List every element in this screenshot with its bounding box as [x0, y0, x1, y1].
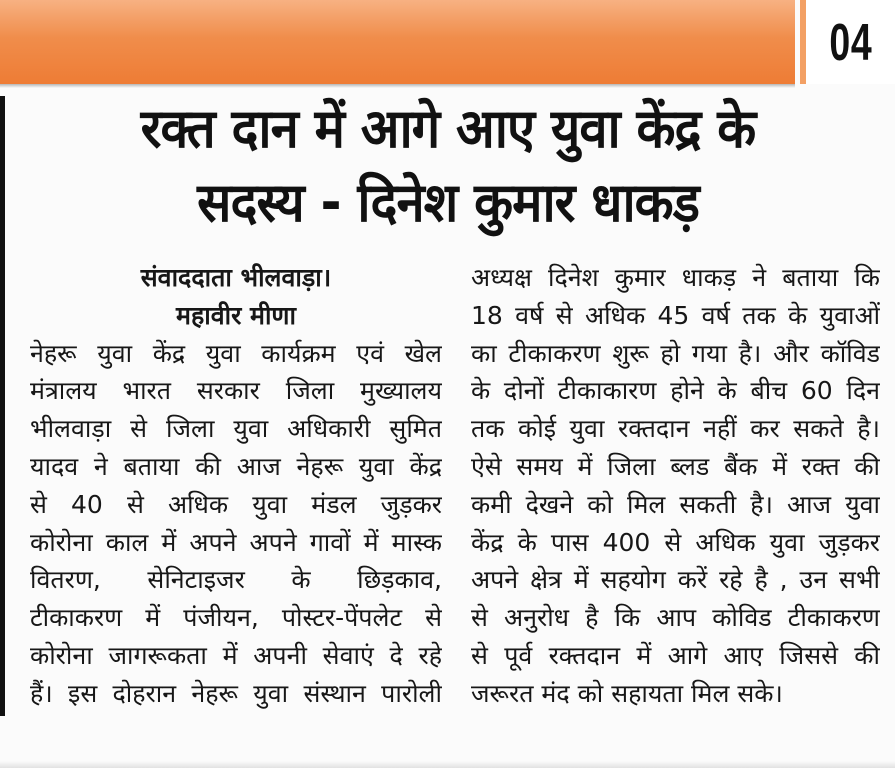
headline	[18, 92, 878, 250]
article-text-line: कोरोना काल में अपने अपने गावों में मास्क	[30, 527, 442, 557]
article-text-line: ऐसे समय में जिला ब्लड बैंक में रक्त की	[471, 451, 880, 481]
article-text-line: से पूर्व रक्तदान में आगे आए जिससे की	[471, 640, 880, 670]
article-text-line: टीकाकरण में पंजीयन, पोस्टर-पेंपलेट से	[30, 603, 442, 633]
article-text-line: हैं। इस दोहरान नेहरू युवा संस्थान पारोली	[30, 678, 442, 708]
byline-location: संवाददाता भीलवाड़ा।	[140, 263, 332, 292]
left-article-column	[30, 259, 442, 768]
left-column-rule	[0, 96, 5, 716]
article-text-line: के दोनों टीकाकारण होने के बीच 60 दिन	[471, 376, 880, 406]
article-text-line: से 40 से अधिक युवा मंडल जुड़कर	[30, 489, 442, 519]
article-text-line: कमी देखने को मिल सकती है। आज युवा	[471, 489, 880, 519]
headline-line-1: रक्त दान में आगे आए युवा केंद्र के	[140, 97, 756, 160]
article-text-line: वितरण, सेनिटाइजर के छिड़काव,	[30, 565, 442, 595]
article-text-line: तक कोई युवा रक्तदान नहीं कर सकते है।	[471, 414, 880, 444]
article-text-line: भीलवाड़ा से जिला युवा अधिकारी सुमित	[30, 414, 442, 444]
headline-line-2: सदस्य - दिनेश कुमार धाकड़	[197, 171, 699, 234]
article-text-line: कोरोना जागरूकता में अपनी सेवाएं दे रहे	[30, 640, 442, 670]
article-text-line: नेहरू युवा केंद्र युवा कार्यक्रम एवं खेल	[30, 338, 442, 368]
article-text-line: अपने क्षेत्र में सहयोग करें रहे है , उन सभी	[471, 565, 880, 595]
byline-name: महावीर मीणा	[176, 300, 296, 330]
page-number: 04	[828, 14, 873, 72]
article-text-line: का टीकाकरण शुरू हो गया है। और कॉविड	[471, 338, 880, 368]
article-last-line: जरूरत मंद को सहायता मिल सके।	[471, 678, 783, 708]
article-text-line: से अनुरोध है कि आप कोविड टीकाकरण	[471, 603, 880, 633]
page-number-box	[800, 0, 895, 84]
right-article-column	[471, 259, 880, 768]
header-band-shadow	[0, 84, 795, 88]
orange-header-band	[0, 0, 795, 84]
article-text-line: 18 वर्ष से अधिक 45 वर्ष तक के युवाओं	[471, 300, 880, 330]
article-text-line: यादव ने बताया की आज नेहरू युवा केंद्र	[30, 451, 442, 481]
article-text-line: अध्यक्ष दिनेश कुमार धाकड़ ने बताया कि	[471, 263, 880, 292]
article-body	[30, 259, 880, 768]
article-text-line: मंत्रालय भारत सरकार जिला मुख्यालय	[30, 376, 442, 406]
article-text-line: केंद्र के पास 400 से अधिक युवा जुड़कर	[471, 527, 880, 557]
